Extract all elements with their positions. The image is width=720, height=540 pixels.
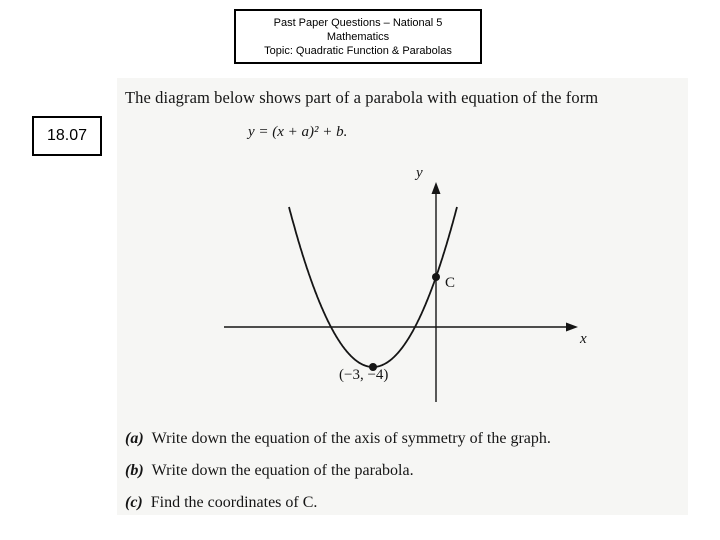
question-part-c: [125, 494, 317, 512]
part-a-label: (a): [125, 430, 144, 447]
point-c: [432, 273, 440, 281]
part-c-text: Find the coordinates of C.: [150, 494, 318, 511]
question-part-b: [125, 462, 414, 480]
part-a-text: Write down the equation of the axis of symmetry of the graph.: [151, 430, 551, 447]
part-b-label: (b): [125, 462, 144, 479]
question-intro: The diagram below shows part of a parabola with equation of the form: [125, 88, 599, 107]
question-part-a: [125, 430, 551, 448]
y-axis-arrow: [432, 182, 441, 194]
header-line-3: Topic: Quadratic Function & Parabolas: [264, 44, 452, 57]
parabola-curve: [289, 207, 457, 367]
part-c-label: (c): [125, 494, 143, 511]
y-axis-label: y: [416, 165, 423, 181]
part-b-text: Write down the equation of the parabola.: [151, 462, 414, 479]
point-c-label: C: [445, 275, 456, 291]
header-line-2: Mathematics: [326, 30, 390, 43]
question-number: 18.07: [32, 116, 102, 156]
question-equation: y = (x + a)² + b.: [248, 124, 348, 140]
x-axis-label: x: [580, 331, 587, 347]
header-line-1: Past Paper Questions – National 5: [273, 16, 443, 29]
vertex-label: (−3, −4): [339, 367, 389, 383]
x-axis-arrow: [566, 323, 578, 332]
